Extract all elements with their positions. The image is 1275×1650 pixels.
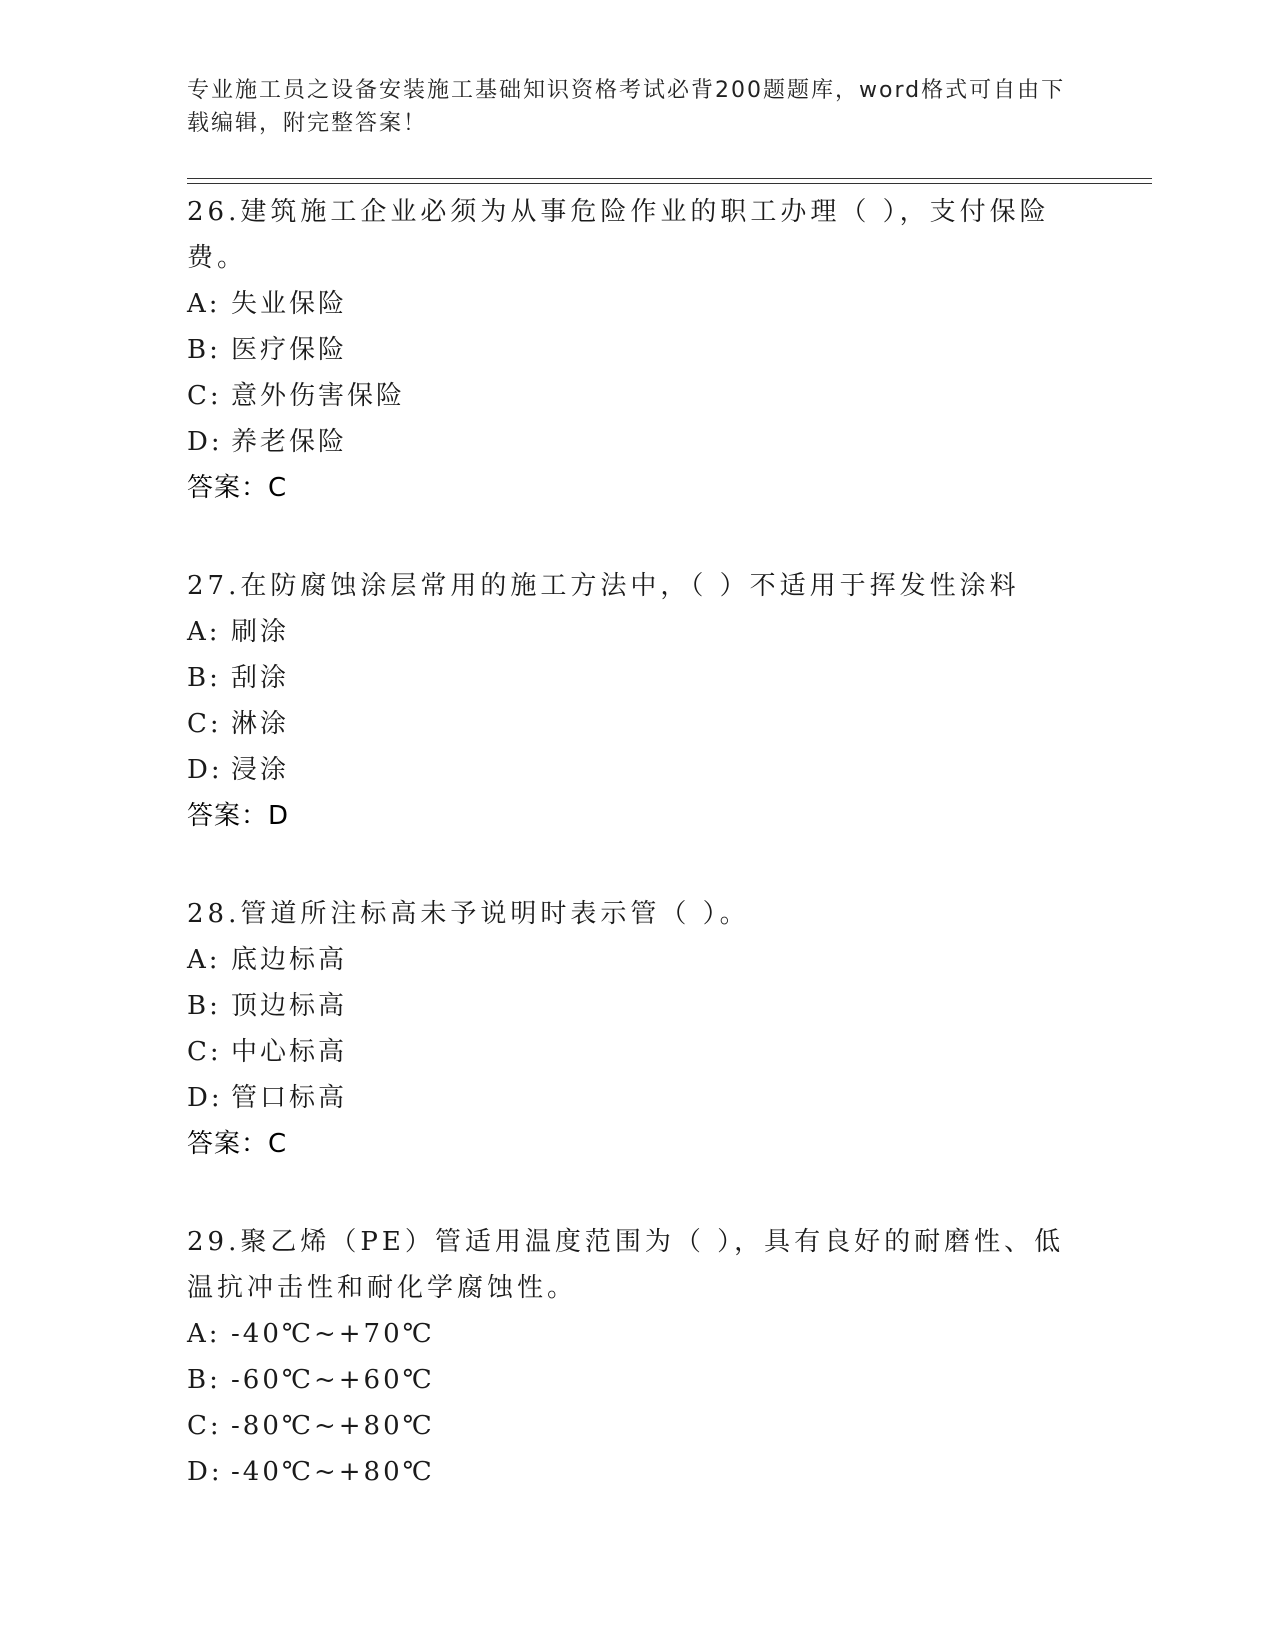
option-c [187,373,1137,419]
option-c [187,1403,1137,1449]
option-text: 底边标高 [231,945,348,975]
option-key: C: [187,1411,222,1441]
option-text: 淋涂 [231,709,290,739]
option-key: A: [187,617,221,647]
option-text: 刮涂 [231,663,290,693]
option-d [187,419,1137,465]
option-text: 养老保险 [231,427,348,457]
option-key: C: [187,1037,222,1067]
option-key: D: [187,1457,223,1487]
option-text: -80℃~+80℃ [231,1411,435,1441]
option-key: B: [187,1365,221,1395]
answer-line: 答案：C [187,1129,288,1159]
option-b [187,327,1137,373]
option-text: -40℃~+80℃ [231,1457,435,1487]
option-text: -40℃~+70℃ [231,1319,435,1349]
option-key: D: [187,1083,223,1113]
option-text: -60℃~+60℃ [231,1365,435,1395]
option-text: 浸涂 [231,755,290,785]
option-d [187,1449,1137,1495]
option-key: A: [187,289,221,319]
answer-line: 答案：C [187,473,288,503]
option-b [187,983,1137,1029]
option-text: 管口标高 [231,1083,348,1113]
option-key: B: [187,991,221,1021]
question-stem: 28.管道所注标高未予说明时表示管（ ）。 [187,899,750,929]
option-c [187,701,1137,747]
option-a [187,1311,1137,1357]
option-text: 刷涂 [231,617,290,647]
question-list [187,189,1137,1547]
question-stem: 29.聚乙烯（PE）管适用温度范围为（ ），具有良好的耐磨性、低温抗冲击性和耐化学腐蚀性。 [187,1227,1065,1303]
option-key: A: [187,1319,221,1349]
option-key: C: [187,709,222,739]
option-a [187,937,1137,983]
option-key: B: [187,335,221,365]
question-stem: 27.在防腐蚀涂层常用的施工方法中，（ ）不适用于挥发性涂料 [187,571,1020,601]
option-key: B: [187,663,221,693]
option-c [187,1029,1137,1075]
question-26 [187,189,1137,511]
option-key: D: [187,427,223,457]
question-stem: 26.建筑施工企业必须为从事危险作业的职工办理（ ），支付保险费。 [187,197,1050,273]
document-header [187,74,1087,140]
option-text: 中心标高 [231,1037,348,1067]
option-d [187,1075,1137,1121]
answer-line: 答案：D [187,801,290,831]
option-text: 失业保险 [231,289,348,319]
option-a [187,609,1137,655]
option-d [187,747,1137,793]
option-b [187,1357,1137,1403]
option-text: 顶边标高 [231,991,348,1021]
question-28 [187,891,1137,1167]
question-29 [187,1219,1137,1495]
option-text: 医疗保险 [231,335,348,365]
question-27 [187,563,1137,839]
header-divider-bottom [187,183,1152,184]
option-key: D: [187,755,223,785]
header-title: 专业施工员之设备安装施工基础知识资格考试必背200题题库，word格式可自由下载编辑，附完整答案！ [187,78,1066,136]
option-text: 意外伤害保险 [231,381,406,411]
option-key: C: [187,381,222,411]
option-b [187,655,1137,701]
header-divider-top [187,178,1152,179]
option-a [187,281,1137,327]
option-key: A: [187,945,221,975]
